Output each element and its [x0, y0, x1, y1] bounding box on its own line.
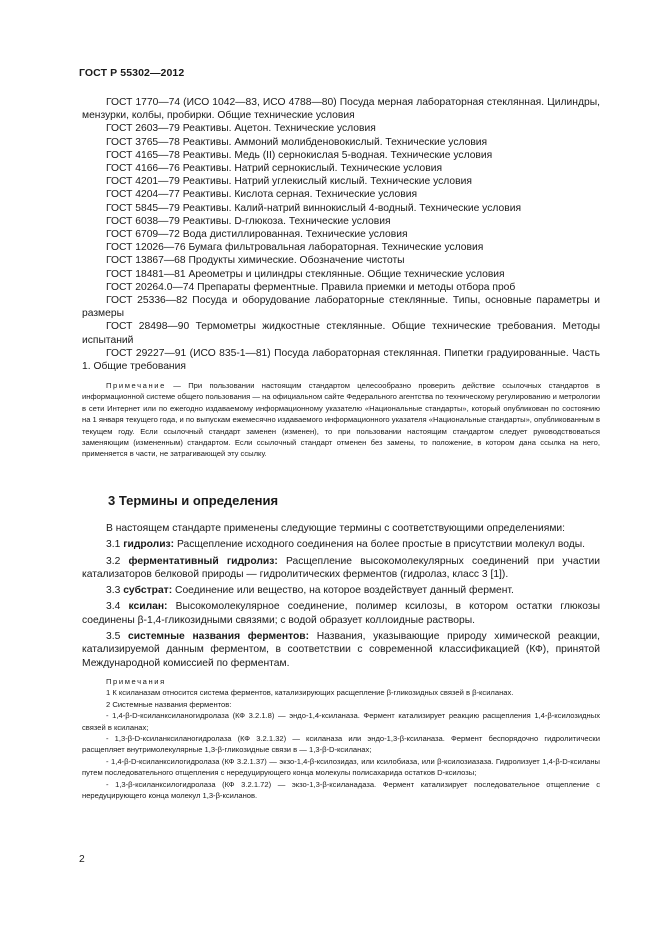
note-item: - 1,3-β-ксиланксилогидролаза (КФ 3.2.1.72) — экзо-1,3-β-ксиланадаза. Фермент катализирует последовательное отщепление с нередуцирующего конца молекул 1,3-β-ксиланов.: [82, 779, 600, 801]
reference-item: ГОСТ 1770—74 (ИСО 1042—83, ИСО 4788—80) Посуда мерная лабораторная стеклянная. Цилиндры, мензурки, колбы, пробирки. Общие технические условия: [82, 97, 600, 122]
reference-item: ГОСТ 12026—76 Бумага фильтровальная лабораторная. Технические условия: [106, 242, 484, 254]
reference-item: ГОСТ 4201—79 Реактивы. Натрий углекислый кислый. Технические условия: [106, 176, 472, 188]
reference-item: ГОСТ 29227—91 (ИСО 835-1—81) Посуда лабораторная стеклянная. Пипетки градуированные. Часть 1. Общие требования: [82, 347, 600, 373]
term-name: гидролиз:: [123, 539, 175, 551]
term-definition: Расщепление исходного соединения на более простые в присутствии молекул воды.: [176, 539, 586, 551]
term-definition: Названия, указывающие природу химической реакции, катализируемой данным ферментом, в соответствии с современной классификацией (КФ), принятой Международной комиссией по ферментам.: [82, 631, 600, 669]
note-item: - 1,4-β-D-ксиланксиланогидролаза (КФ 3.2.1.8) — эндо-1,4-ксиланаза. Фермент катализирует реакцию расщепления 1,4-β-ксилозидных связей в ксиланах;: [82, 711, 600, 732]
term-entry: [82, 600, 600, 627]
term-number: 3.2: [106, 555, 121, 567]
reference-item: ГОСТ 4166—76 Реактивы. Натрий сернокислый. Технические условия: [106, 163, 443, 175]
note-paragraph: [82, 380, 600, 460]
note-label: Примечание: [106, 381, 166, 390]
page-number: 2: [79, 854, 85, 865]
term-number: 3.3: [106, 585, 121, 597]
note-item: 2 Системные названия ферментов:: [106, 699, 232, 709]
reference-item: ГОСТ 20264.0—74 Препараты ферментные. Правила приемки и методы отбора проб: [106, 281, 516, 293]
term-definition: Соединение или вещество, на которое воздействует данный фермент.: [175, 585, 514, 597]
term-number: 3.4: [106, 601, 121, 613]
notes-label: Примечания: [106, 677, 166, 686]
terms-intro: В настоящем стандарте применены следующие термины с соответствующими определениями:: [106, 523, 566, 534]
reference-item: ГОСТ 5845—79 Реактивы. Калий-натрий виннокислый 4-водный. Технические условия: [106, 202, 522, 214]
reference-item: ГОСТ 4204—77 Реактивы. Кислота серная. Технические условия: [106, 189, 418, 201]
reference-item: ГОСТ 18481—81 Ареометры и цилиндры стеклянные. Общие технические условия: [106, 268, 505, 280]
term-entry: [82, 584, 600, 597]
term-definition: Расщепление высокомолекулярных соединений при участии катализаторов белковой природы — гидролитических ферментов (гидролаз, класс 3 [1]).: [82, 555, 600, 580]
term-definition: Высокомолекулярное соединение, полимер ксилозы, в котором остатки глюкозы соединены β-1,4-гликозидными связями; с водой образует коллоидные растворы.: [82, 601, 600, 626]
term-entry: [82, 538, 600, 551]
terms-definitions: [82, 522, 600, 673]
reference-item: ГОСТ 28498—90 Термометры жидкостные стеклянные. Общие технические требования. Методы испытаний: [82, 321, 600, 346]
term-entry: [82, 555, 600, 582]
references-note: [82, 380, 600, 460]
note-text: — При пользовании настоящим стандартом целесообразно проверить действие ссылочных стандартов в информационной системе общего пользования — на официальном сайте Федерального агентства по техническому регулированию и метрологии в сети Интернет или по ежегодно издаваемому информационному указателю «Национальные стандарты», который опубликован по состоянию на 1 января текущего года, и по выпускам ежемесячно издаваемого информационного указателя «Национальные стандарты», опубликованным в текущем году. Если ссылочный стандарт заменен (изменен), то при пользовании настоящим стандартом следует руководствоваться заменяющим (измененным) стандартом. Если ссылочный стандарт отменен без замены, то положение, в котором дана ссылка на него, применяется в части, не затрагивающей эту ссылку.: [82, 381, 600, 459]
normative-references: [82, 96, 600, 373]
reference-item: ГОСТ 3765—78 Реактивы. Аммоний молибденовокислый. Технические условия: [106, 136, 488, 148]
reference-item: ГОСТ 2603—79 Реактивы. Ацетон. Технические условия: [106, 123, 376, 135]
reference-item: ГОСТ 13867—68 Продукты химические. Обозначение чистоты: [106, 255, 405, 267]
note-item: 1 К ксиланазам относится система ферментов, катализирующих расщепление β-гликозидных связей в β-ксиланах.: [106, 688, 514, 698]
reference-item: ГОСТ 25336—82 Посуда и оборудование лабораторные стеклянные. Типы, основные параметры и размеры: [82, 295, 600, 320]
term-number: 3.1: [106, 539, 121, 551]
term-name: субстрат:: [123, 585, 173, 597]
term-name: ксилан:: [128, 601, 168, 613]
note-item: - 1,4-β-D-ксиланксилогидролаза (КФ 3.2.1.37) — экзо-1,4-β-ксилозидаз, или ксилобиаза, или β-ксилозиазаза. Гидролизует 1,4-β-D-ксиланы путем последовательного отщепления с нередуцирующего конца молекулы полисахарида остатков D-ксилозы;: [82, 756, 600, 778]
note-item: - 1,3-β-D-ксиланксиланогидролаза (КФ 3.2.1.32) — ксиланаза или эндо-1,3-β-ксиланаза. Фермент беспорядочно гидролитически расщепляет внутримолекулярные 1,3-β-гликозидные связи в — 1,3-β-D-ксиланах;: [82, 734, 600, 755]
term-number: 3.5: [106, 631, 121, 643]
terms-notes: [82, 676, 600, 801]
doc-header: ГОСТ Р 55302—2012: [79, 67, 185, 79]
section-title: 3 Термины и определения: [108, 493, 279, 508]
reference-item: ГОСТ 6709—72 Вода дистиллированная. Технические условия: [106, 229, 408, 241]
reference-item: ГОСТ 6038—79 Реактивы. D-глюкоза. Технические условия: [106, 215, 391, 227]
term-entry: [82, 630, 600, 670]
term-name: системные названия ферментов:: [128, 631, 310, 643]
term-name: ферментативный гидролиз:: [128, 555, 278, 567]
reference-item: ГОСТ 4165—78 Реактивы. Медь (II) сернокислая 5-водная. Технические условия: [106, 149, 493, 161]
